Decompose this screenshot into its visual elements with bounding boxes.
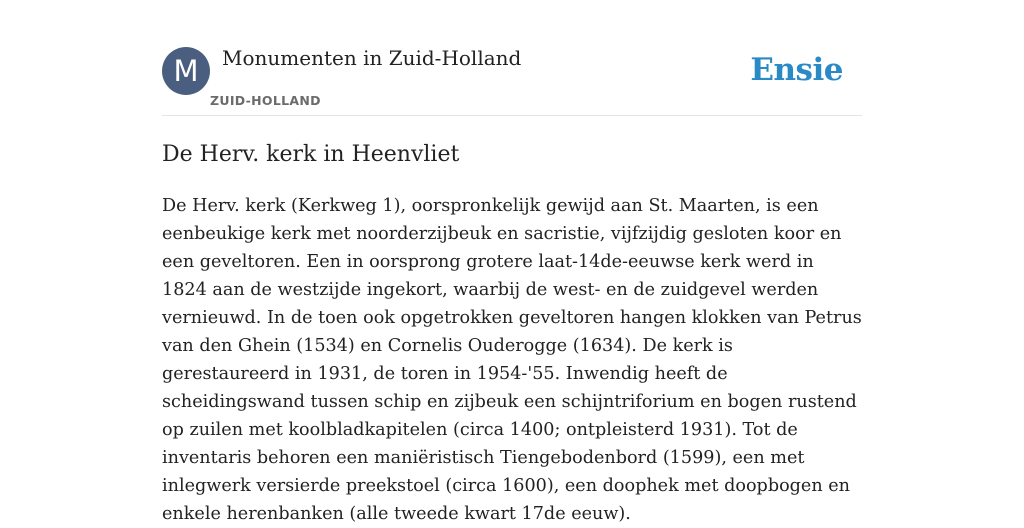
article-body: De Herv. kerk (Kerkweg 1), oorspronkelijk gewijd aan St. Maarten, is een eenbeukige kerk met noorderzijbeuk en sacristie, vijfzijdig gesloten koor en een geveltoren. Een in oorsprong grotere laat-14de-eeuwse kerk werd in 1824 aan de westzijde ingekort, waarbij de west- en de zuidgevel werden vernieuwd. In de toen ook opgetrokken geveltoren hangen klokken van Petrus van den Ghein (1534) en Cornelis Ouderogge (1634). De kerk is gerestaureerd in 1931, de toren in 1954-'55. Inwendig heeft de scheidingswand tussen schip en zijbeuk een schijntriforium en bogen rustend op zuilen met koolbladkapitelen (circa 1400; ontpleisterd 1931). Tot de inventaris behoren een maniëristisch Tiengebodenbord (1599), een met inlegwerk versierde preekstoel (circa 1600), een doophek met doopbogen en enkele herenbanken (alle tweede kwart 17de eeuw). (162, 196, 862, 524)
source-title[interactable]: Monumenten in Zuid-Holland (222, 46, 522, 70)
ensie-logo[interactable]: Ensie (750, 52, 843, 88)
avatar[interactable]: M (162, 47, 210, 95)
header-divider (162, 115, 862, 116)
source-subtitle[interactable]: ZUID-HOLLAND (210, 93, 321, 108)
page-header (162, 46, 862, 116)
article-title: De Herv. kerk in Heenvliet (162, 142, 460, 167)
